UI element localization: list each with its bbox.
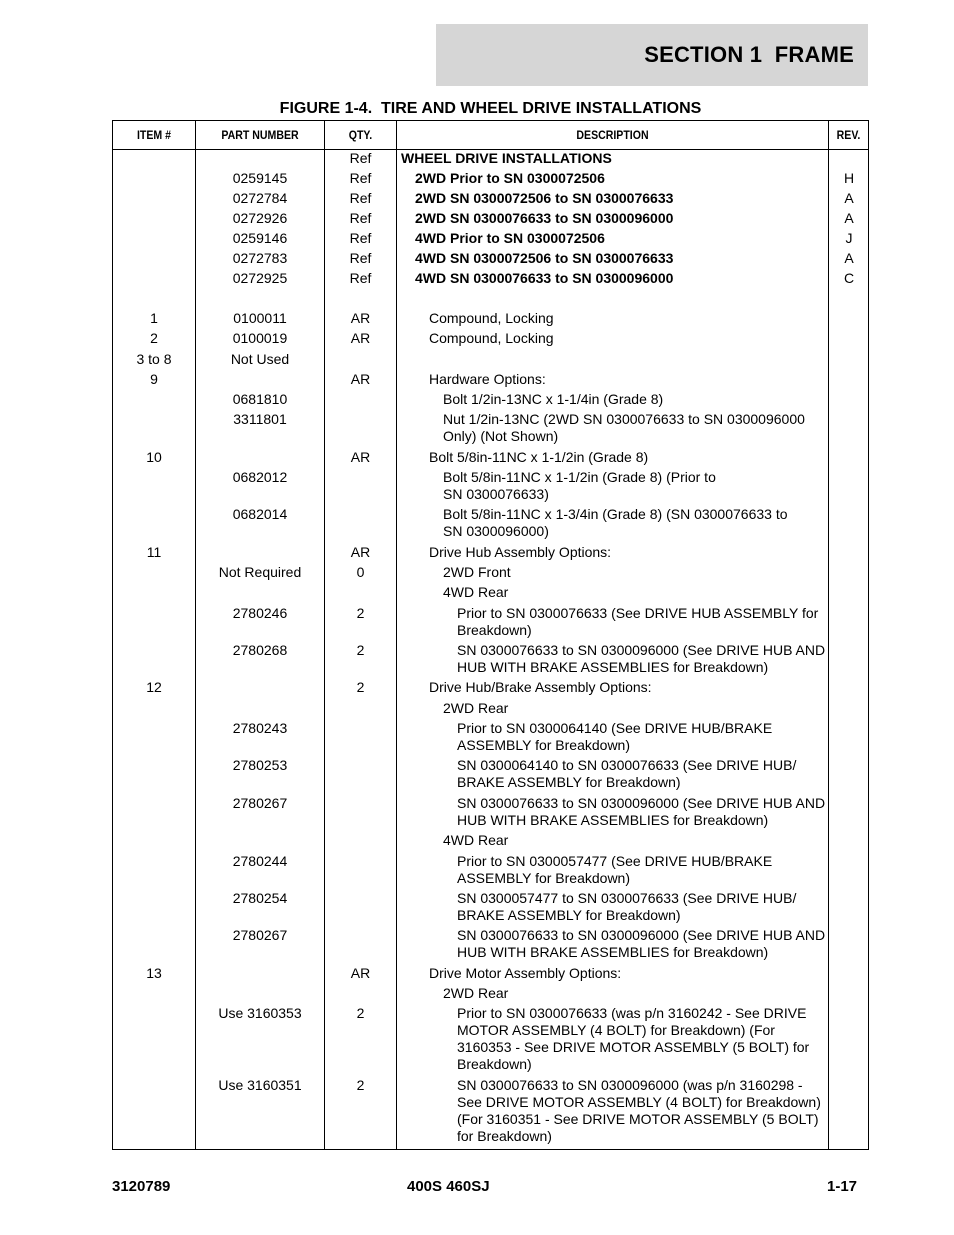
cell-description: 4WD SN 0300072506 to SN 0300076633 — [415, 250, 674, 266]
table-row — [113, 642, 868, 679]
column-header-description: DESCRIPTION — [576, 128, 649, 142]
cell-description: Nut 1/2in-13NC (2WD SN 0300076633 to SN 0300096000 Only) (Not Shown) — [443, 411, 805, 444]
table-row — [113, 351, 868, 371]
cell-description: 4WD Rear — [443, 832, 509, 848]
table-row — [113, 757, 868, 795]
cell-part-number: 2780267 — [232, 927, 288, 943]
cell-item-number: 13 — [146, 965, 162, 981]
cell-part-number: 0272783 — [232, 250, 288, 266]
cell-description: WHEEL DRIVE INSTALLATIONS — [401, 150, 612, 166]
table-row — [113, 371, 868, 391]
table-row — [113, 1077, 868, 1149]
cell-qty: 2 — [356, 605, 365, 621]
cell-item-number: 3 to 8 — [136, 351, 172, 367]
cell-part-number: 2780244 — [232, 853, 288, 869]
cell-part-number: 2780246 — [232, 605, 288, 621]
section-header — [436, 24, 868, 86]
table-row — [113, 985, 868, 1005]
table-row — [113, 890, 868, 927]
cell-item-number: 2 — [150, 330, 158, 346]
cell-description: 2WD Rear — [443, 985, 509, 1001]
cell-part-number: 0681810 — [232, 391, 288, 407]
table-row — [113, 853, 868, 890]
footer-model: 400S 460SJ — [407, 1178, 490, 1195]
cell-item-number: 10 — [146, 449, 162, 465]
cell-description: SN 0300076633 to SN 0300096000 (See DRIVE HUB AND HUB WITH BRAKE ASSEMBLIES for Breakdown) — [457, 927, 826, 960]
cell-part-number: Not Required — [218, 564, 302, 580]
cell-rev: J — [845, 230, 853, 246]
column-header-part-number: PART NUMBER — [221, 128, 299, 142]
cell-description: Bolt 5/8in-11NC x 1-1/2in (Grade 8) — [429, 449, 649, 465]
cell-qty: Ref — [349, 270, 372, 286]
cell-description: Bolt 1/2in-13NC x 1-1/4in (Grade 8) — [443, 391, 664, 407]
cell-qty: 2 — [356, 1005, 365, 1021]
column-header-item: ITEM # — [136, 128, 172, 142]
table-row — [113, 605, 868, 642]
cell-part-number: Use 3160353 — [218, 1005, 302, 1021]
table-row — [113, 190, 868, 210]
table-row — [113, 1005, 868, 1077]
cell-qty: 0 — [356, 564, 365, 580]
table-row — [113, 965, 868, 985]
table-row — [113, 832, 868, 853]
cell-qty: AR — [350, 965, 371, 981]
table-body — [113, 150, 868, 1149]
cell-qty: AR — [350, 330, 371, 346]
figure-title: FIGURE 1-4. TIRE AND WHEEL DRIVE INSTALLATIONS — [279, 100, 702, 117]
cell-part-number: 2780254 — [232, 890, 288, 906]
cell-rev: H — [843, 170, 855, 186]
cell-item-number: 11 — [146, 544, 162, 560]
cell-part-number: 0100011 — [233, 310, 287, 326]
table-row — [113, 544, 868, 564]
cell-part-number: Use 3160351 — [218, 1077, 302, 1093]
cell-part-number: 0272925 — [232, 270, 288, 286]
cell-qty: AR — [350, 544, 371, 560]
cell-qty: AR — [350, 310, 371, 326]
table-row — [113, 411, 868, 449]
cell-description: Drive Motor Assembly Options: — [429, 965, 622, 981]
table-row — [113, 270, 868, 310]
cell-description: Compound, Locking — [429, 310, 554, 326]
cell-qty: Ref — [349, 190, 372, 206]
cell-description: 2WD SN 0300076633 to SN 0300096000 — [415, 210, 674, 226]
table-row — [113, 564, 868, 584]
cell-description: 4WD Rear — [443, 584, 509, 600]
cell-description: SN 0300076633 to SN 0300096000 (was p/n 3160298 - See DRIVE MOTOR ASSEMBLY (4 BOLT) for Breakdown) (For 3160351 - See DRIVE MOTOR ASSEMBLY (5 BOLT) for Breakdown) — [457, 1077, 821, 1144]
cell-part-number: 0682014 — [232, 506, 288, 522]
cell-qty: 2 — [356, 642, 365, 658]
cell-part-number: 2780243 — [232, 720, 288, 736]
table-row — [113, 506, 868, 544]
cell-part-number: 2780267 — [232, 795, 288, 811]
table-row — [113, 170, 868, 190]
cell-rev: C — [843, 270, 855, 286]
cell-description: 2WD Front — [443, 564, 511, 580]
cell-part-number: 0272926 — [232, 210, 288, 226]
table-row — [113, 330, 868, 351]
cell-description: Compound, Locking — [429, 330, 554, 346]
footer-doc-number: 3120789 — [112, 1178, 171, 1195]
cell-qty: Ref — [349, 230, 372, 246]
cell-description: Prior to SN 0300057477 (See DRIVE HUB/BRAKE ASSEMBLY for Breakdown) — [457, 853, 773, 886]
cell-description: 2WD Rear — [443, 700, 509, 716]
cell-description: 2WD Prior to SN 0300072506 — [415, 170, 605, 186]
cell-part-number: 0682012 — [232, 469, 288, 485]
cell-description: SN 0300076633 to SN 0300096000 (See DRIVE HUB AND HUB WITH BRAKE ASSEMBLIES for Breakdown) — [457, 642, 826, 675]
cell-description: Bolt 5/8in-11NC x 1-3/4in (Grade 8) (SN 0300076633 to SN 0300096000) — [443, 506, 788, 539]
cell-qty: Ref — [349, 210, 372, 226]
cell-rev: A — [844, 210, 854, 226]
cell-description: 4WD Prior to SN 0300072506 — [415, 230, 605, 246]
table-row — [113, 927, 868, 965]
cell-qty: Ref — [349, 150, 372, 166]
cell-description: Prior to SN 0300064140 (See DRIVE HUB/BRAKE ASSEMBLY for Breakdown) — [457, 720, 773, 753]
cell-rev: A — [844, 250, 854, 266]
table-row — [113, 391, 868, 411]
cell-qty: Ref — [349, 250, 372, 266]
cell-item-number: 9 — [150, 371, 158, 387]
parts-table — [112, 120, 869, 1150]
cell-description: SN 0300057477 to SN 0300076633 (See DRIVE HUB/ BRAKE ASSEMBLY for Breakdown) — [457, 890, 797, 923]
cell-qty: AR — [350, 449, 371, 465]
table-row — [113, 310, 868, 330]
cell-description: Prior to SN 0300076633 (See DRIVE HUB ASSEMBLY for Breakdown) — [457, 605, 819, 638]
cell-qty: Ref — [349, 170, 372, 186]
cell-description: SN 0300076633 to SN 0300096000 (See DRIVE HUB AND HUB WITH BRAKE ASSEMBLIES for Breakdown) — [457, 795, 826, 828]
cell-part-number: 2780268 — [232, 642, 288, 658]
table-row — [113, 584, 868, 605]
cell-part-number: 0259146 — [232, 230, 288, 246]
cell-description: Hardware Options: — [429, 371, 546, 387]
cell-item-number: 12 — [146, 679, 162, 695]
cell-description: Prior to SN 0300076633 (was p/n 3160242 - See DRIVE MOTOR ASSEMBLY (4 BOLT) for Breakdown) (For 3160353 - See DRIVE MOTOR ASSEMBLY (5 BOLT) for Breakdown) — [457, 1005, 810, 1072]
cell-description: Bolt 5/8in-11NC x 1-1/2in (Grade 8) (Prior to SN 0300076633) — [443, 469, 716, 502]
cell-description: Drive Hub Assembly Options: — [429, 544, 612, 560]
section-title: SECTION 1 FRAME — [644, 42, 854, 67]
column-header-rev: REV. — [836, 128, 861, 142]
table-row — [113, 250, 868, 270]
cell-description: Drive Hub/Brake Assembly Options: — [429, 679, 652, 695]
cell-description: 4WD SN 0300076633 to SN 0300096000 — [415, 270, 674, 286]
cell-description: 2WD SN 0300072506 to SN 0300076633 — [415, 190, 674, 206]
cell-part-number: 2780253 — [232, 757, 288, 773]
table-row — [113, 230, 868, 250]
table-row — [113, 700, 868, 720]
cell-qty: 2 — [356, 1077, 365, 1093]
cell-description: SN 0300064140 to SN 0300076633 (See DRIVE HUB/ BRAKE ASSEMBLY for Breakdown) — [457, 757, 797, 790]
table-row — [113, 449, 868, 469]
cell-item-number: 1 — [150, 310, 158, 326]
cell-qty: 2 — [356, 679, 365, 695]
cell-part-number: Not Used — [230, 351, 290, 367]
footer-page-number: 1-17 — [827, 1178, 858, 1195]
table-row — [113, 150, 868, 170]
cell-part-number: 0259145 — [232, 170, 288, 186]
table-row — [113, 720, 868, 757]
cell-qty: AR — [350, 371, 371, 387]
table-row — [113, 679, 868, 700]
table-row — [113, 210, 868, 230]
cell-part-number: 3311801 — [233, 411, 287, 427]
cell-part-number: 0100019 — [232, 330, 288, 346]
cell-part-number: 0272784 — [232, 190, 288, 206]
table-row — [113, 469, 868, 506]
cell-rev: A — [844, 190, 854, 206]
column-header-qty: QTY. — [348, 128, 373, 142]
table-row — [113, 795, 868, 832]
